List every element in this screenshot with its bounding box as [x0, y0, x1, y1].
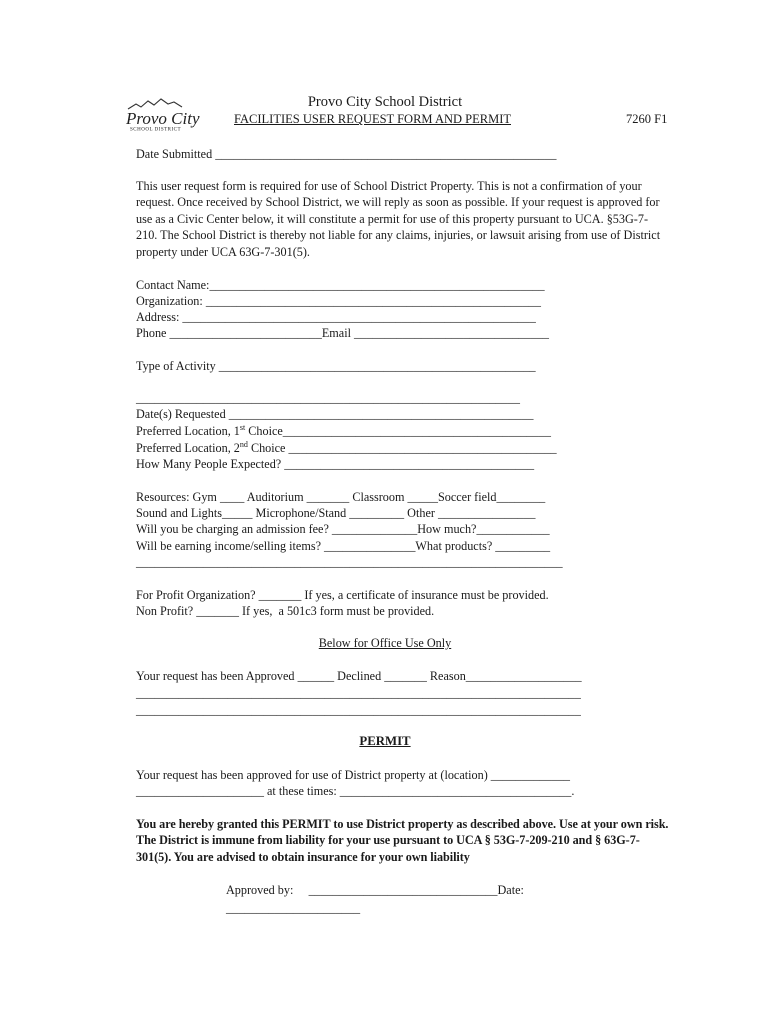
non-profit-field[interactable]: Non Profit? _______ If yes, a 501c3 form must be provided.: [136, 604, 435, 618]
ordinal-suffix: nd: [239, 439, 248, 449]
for-profit-field[interactable]: For Profit Organization? _______ If yes, a certificate of insurance must be provided.: [136, 588, 549, 602]
intro-paragraph: This user request form is required for use of School District Property. This is not a confirmation of your request. Once received by School District, we will reply as soon as possible. If your request is approved for use as a Civic Center below, it will constitute a permit for use of this property pursuant to UCA. §53G-7-210. The School District is thereby not liable for any claims, injuries, or lawsuit arising from use of District property under UCA 63G-7-301(5).: [136, 179, 661, 259]
permit-heading: PERMIT: [359, 734, 411, 748]
approval-date-blank[interactable]: ______________________: [226, 901, 361, 915]
resources-field[interactable]: Resources: Gym ____ Auditorium _______ Classroom _____Soccer field________: [136, 490, 546, 504]
preferred-location-1-label: Preferred Location, 1: [136, 424, 240, 438]
form-code: 7260 F1: [626, 112, 668, 126]
activity-type-field[interactable]: Type of Activity ____________________________________________________: [136, 359, 536, 373]
preferred-location-2-label: Preferred Location, 2: [136, 441, 240, 455]
preferred-location-2-field[interactable]: [136, 440, 557, 456]
preferred-location-1-blank[interactable]: Choice____________________________________________: [245, 424, 551, 438]
address-field[interactable]: Address: __________________________________________________________: [136, 310, 536, 324]
approved-by-field[interactable]: Approved by: _______________________________Date:: [226, 883, 524, 897]
phone-email-field[interactable]: Phone _________________________Email ________________________________: [136, 326, 550, 340]
dates-requested-field[interactable]: Date(s) Requested __________________________________________________: [136, 407, 534, 421]
permit-location-field[interactable]: Your request has been approved for use of District property at (location) _____________: [136, 768, 571, 782]
office-blank-line-2[interactable]: _________________________________________________________________________: [136, 703, 581, 717]
district-name: Provo City School District: [307, 94, 463, 110]
contact-name-field[interactable]: Contact Name:_______________________________________________________: [136, 278, 545, 292]
office-blank-line-1[interactable]: _________________________________________________________________________: [136, 686, 581, 700]
form-title: FACILITIES USER REQUEST FORM AND PERMIT: [234, 112, 511, 126]
activity-blank-line[interactable]: _______________________________________________________________: [136, 391, 520, 405]
preferred-location-1-field[interactable]: [136, 423, 551, 439]
logo-subtext: SCHOOL DISTRICT: [130, 127, 182, 132]
logo-text: Provo City: [126, 109, 200, 128]
products-blank-line[interactable]: ______________________________________________________________________: [136, 555, 563, 569]
permit-times-field[interactable]: _____________________ at these times: ______________________________________.: [136, 784, 575, 798]
approval-status-field[interactable]: Your request has been Approved ______ Declined _______ Reason___________________: [136, 669, 582, 683]
admission-fee-field[interactable]: Will you be charging an admission fee? ______________How much?____________: [136, 522, 550, 536]
people-expected-field[interactable]: How Many People Expected? _________________________________________: [136, 457, 535, 471]
office-use-heading: Below for Office Use Only: [318, 636, 452, 650]
sound-lights-field[interactable]: Sound and Lights_____ Microphone/Stand _________ Other ________________: [136, 506, 536, 520]
permit-notice: You are hereby granted this PERMIT to use District property as described above. Use at your own risk. The District is immune from liability for your use pursuant to UCA § 53G-7-209-210 and § 63G-7-301(5). You are advised to obtain insurance for your own liability: [136, 817, 669, 864]
preferred-location-2-blank[interactable]: Choice ____________________________________________: [247, 441, 557, 455]
organization-field[interactable]: Organization: _______________________________________________________: [136, 294, 541, 308]
income-items-field[interactable]: Will be earning income/selling items? _______________What products? _________: [136, 539, 551, 553]
date-submitted-field[interactable]: Date Submitted ________________________________________________________: [136, 147, 557, 161]
ordinal-suffix: st: [239, 422, 246, 432]
